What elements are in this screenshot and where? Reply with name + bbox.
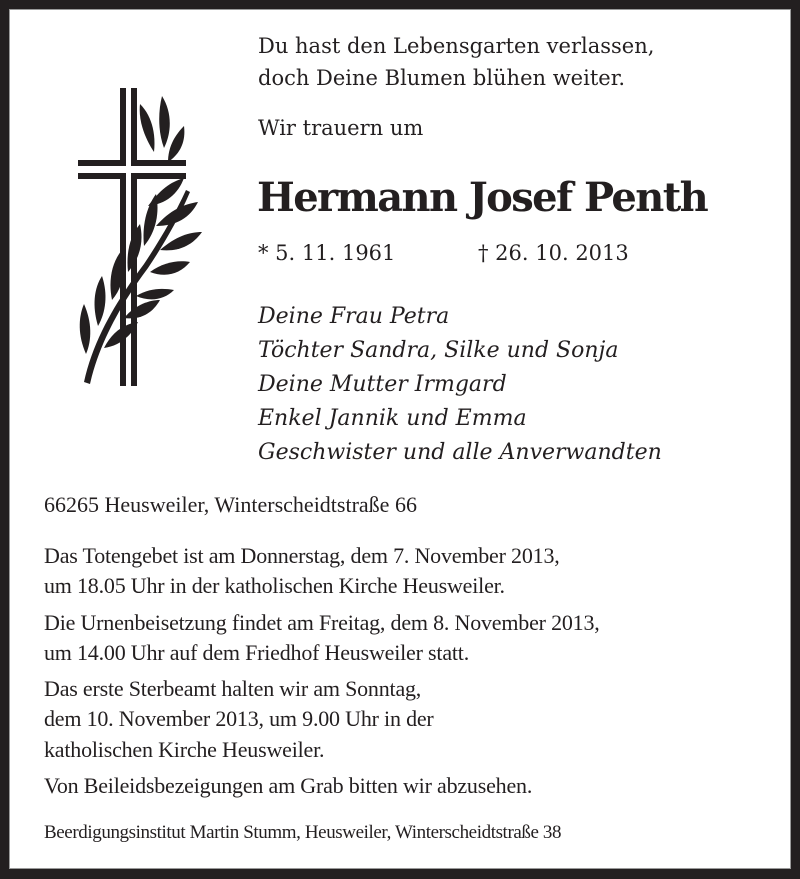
announcements: [44, 541, 600, 807]
deceased-name: Hermann Josef Penth: [257, 174, 708, 221]
announcement-prayer: [44, 541, 600, 602]
mourning-intro: Wir trauern um: [258, 116, 424, 140]
announcement-line: Von Beileidsbezeigungen am Grab bitten wir abzusehen.: [44, 773, 533, 799]
mourner-line: Deine Frau Petra: [258, 304, 450, 329]
quote-line: doch Deine Blumen blühen weiter.: [258, 66, 626, 90]
announcement-line: katholischen Kirche Heusweiler.: [44, 736, 325, 762]
cross-with-olive-branch-icon: [64, 86, 204, 388]
mourners-list: [258, 300, 662, 470]
memorial-quote: [258, 30, 654, 94]
life-dates: [258, 238, 629, 268]
mourner-line: Deine Mutter Irmgard: [258, 372, 507, 397]
quote-line: Du hast den Lebensgarten verlassen,: [258, 34, 655, 58]
announcement-line: dem 10. November 2013, um 9.00 Uhr in der: [44, 706, 434, 732]
birth-date: * 5. 11. 1961: [258, 241, 396, 265]
announcement-line: Die Urnenbeisetzung findet am Freitag, dem 8. November 2013,: [44, 609, 600, 635]
announcement-line: um 14.00 Uhr auf dem Friedhof Heusweiler statt.: [44, 639, 470, 665]
death-date: † 26. 10. 2013: [478, 241, 629, 265]
announcement-condolences: [44, 771, 600, 801]
announcement-requiem: [44, 674, 600, 765]
family-address: 66265 Heusweiler, Winterscheidtstraße 66: [44, 492, 417, 517]
mourner-line: Töchter Sandra, Silke und Sonja: [258, 338, 619, 363]
announcement-urn-burial: [44, 608, 600, 669]
mourner-line: Enkel Jannik und Emma: [258, 406, 527, 431]
announcement-line: Das erste Sterbeamt halten wir am Sonntag,: [44, 676, 422, 702]
mourner-line: Geschwister und alle Anverwandten: [258, 440, 662, 465]
announcement-line: Das Totengebet ist am Donnerstag, dem 7. November 2013,: [44, 543, 560, 568]
announcement-line: um 18.05 Uhr in der katholischen Kirche Heusweiler.: [44, 573, 505, 599]
funeral-home: Beerdigungsinstitut Martin Stumm, Heusweiler, Winterscheidtstraße 38: [44, 822, 562, 843]
